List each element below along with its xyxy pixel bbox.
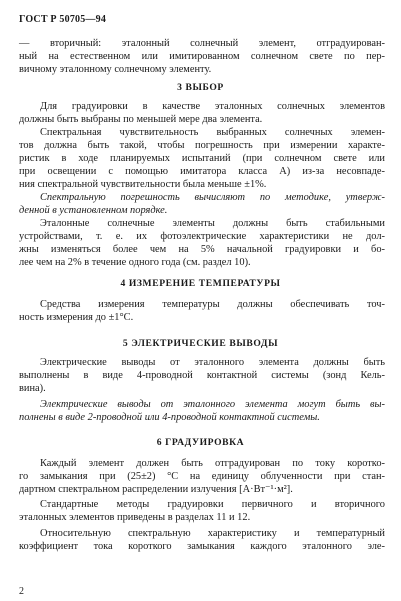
paragraph-line: коэффициент тока короткого замыкания каждого эталонного эле-	[19, 541, 385, 552]
paragraph-line: должны быть выбраны по меньшей мере два элемента.	[19, 114, 263, 125]
intro-line: — вторичный: эталонный солнечный элемент, отградуирован-	[19, 38, 385, 49]
section-6-heading: 6 ГРАДУИРОВКА	[156, 437, 245, 448]
intro-line: вичному эталонному солнечному элементу.	[19, 64, 212, 75]
paragraph-line: Стандартные методы градуировки первичного и вторичного	[40, 499, 385, 510]
section-4-heading: 4 ИЗМЕРЕНИЕ ТЕМПЕРАТУРЫ	[120, 278, 281, 289]
paragraph-line-italic: Электрические выводы от эталонного элемента могут быть вы-	[40, 399, 385, 410]
paragraph-line: при освещении с помощью имитатора класса А) из-за несовпаде-	[19, 166, 385, 177]
paragraph-line: устройствами, т. е. их фотоэлектрические характеристики не дол-	[19, 231, 385, 242]
paragraph-line: жны изменяться более чем на 5% начальной градуировки и бо-	[19, 244, 385, 255]
paragraph-line: вина).	[19, 383, 46, 394]
paragraph-line: Эталонные солнечные элементы должны быть стабильными	[40, 218, 385, 229]
paragraph-line-italic: денной в установленном порядке.	[19, 205, 168, 216]
paragraph-line: Средства измерения температуры должны обеспечивать точ-	[40, 299, 385, 310]
intro-line: ный на естественном или имитированном солнечном свете по пер-	[19, 51, 385, 62]
paragraph-line: го замыкания при (25±2) °С на единицу облученности при стан-	[19, 471, 385, 482]
paragraph-line: Относительную спектральную характеристику и температурный	[40, 528, 385, 539]
page-number: 2	[19, 586, 24, 597]
section-5-heading: 5 ЭЛЕКТРИЧЕСКИЕ ВЫВОДЫ	[122, 338, 279, 349]
paragraph-line: Электрические выводы от эталонного элемента должны быть	[40, 357, 385, 368]
paragraph-line: ристик в ходе планируемых испытаний (при солнечном свете или	[19, 153, 385, 164]
document-header: ГОСТ Р 50705—94	[19, 14, 107, 25]
paragraph-line: ность измерения до ±1°С.	[19, 312, 134, 323]
paragraph-line: эталонных элементов приведены в разделах 11 и 12.	[19, 512, 251, 523]
paragraph-line: Спектральная чувствительность выбранных солнечных элемен-	[40, 127, 385, 138]
paragraph-line: выполнены в виде 4-проводной контактной системы (зонд Кель-	[19, 370, 385, 381]
paragraph-line: ния спектральной чувствительности была меньше ±1%.	[19, 179, 267, 190]
paragraph-line: лее чем на 2% в течение одного года (см. раздел 10).	[19, 257, 251, 268]
paragraph-line: дартном спектральном распределении излучения [А·Вт⁻¹·м²].	[19, 484, 293, 495]
section-3-heading: 3 ВЫБОР	[177, 82, 224, 93]
paragraph-line: тов должна быть такой, чтобы погрешность при измерении характе-	[19, 140, 385, 151]
paragraph-line-italic: полнены в виде 2-проводной или 4-проводной контактной системы.	[19, 412, 320, 423]
paragraph-line: Каждый элемент должен быть отградуирован по току коротко-	[40, 458, 385, 469]
paragraph-line-italic: Спектральную погрешность вычисляют по методике, утверж-	[40, 192, 385, 203]
paragraph-line: Для градуировки в качестве эталонных солнечных элементов	[40, 101, 385, 112]
